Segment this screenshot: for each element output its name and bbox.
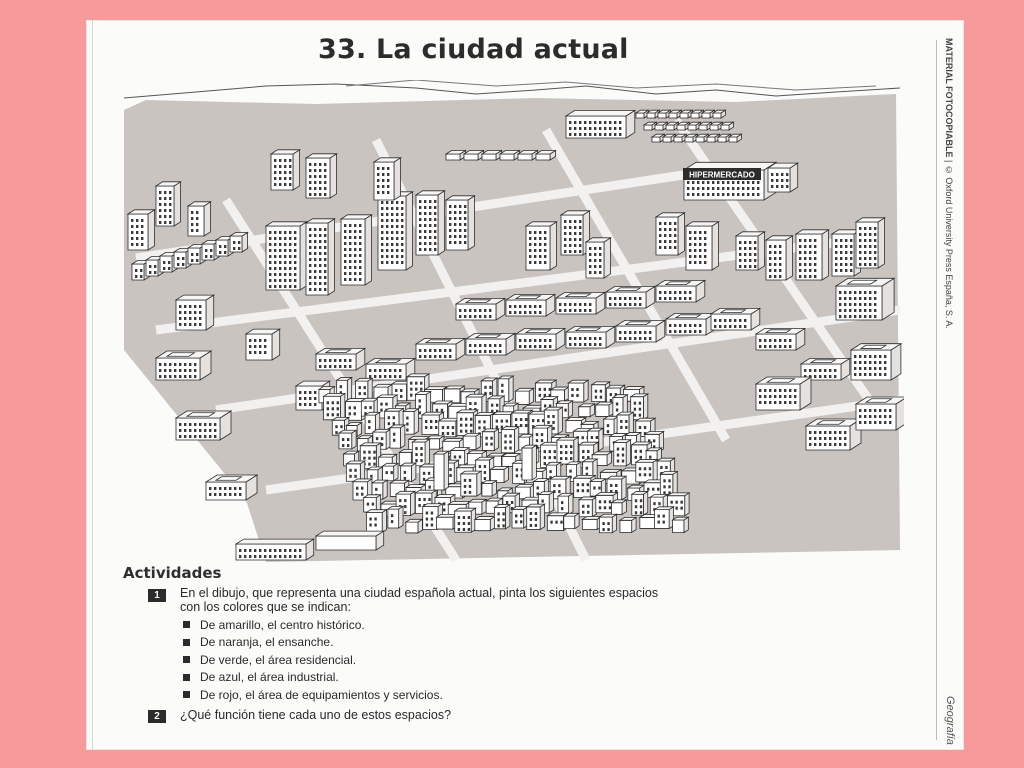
right-margin-rule bbox=[936, 40, 937, 740]
question-2-number: 2 bbox=[148, 710, 166, 723]
list-item bbox=[183, 686, 443, 704]
list-item bbox=[183, 616, 443, 634]
list-item-text: De naranja, el ensanche. bbox=[200, 635, 334, 650]
list-item bbox=[183, 651, 443, 669]
list-item-text: De amarillo, el centro histórico. bbox=[200, 617, 365, 632]
list-item bbox=[183, 669, 443, 687]
left-margin-rule bbox=[92, 20, 93, 750]
worksheet-page bbox=[86, 20, 964, 750]
hypermarket-label: HIPERMERCADO bbox=[689, 170, 755, 180]
activities-heading: Actividades bbox=[123, 564, 222, 582]
hypermarket-sign bbox=[683, 168, 761, 180]
bullet-square-icon bbox=[183, 674, 190, 681]
list-item bbox=[183, 634, 443, 652]
list-item-text: De verde, el área residencial. bbox=[200, 652, 357, 667]
page-title: 33. La ciudad actual bbox=[318, 34, 629, 65]
bullet-square-icon bbox=[183, 639, 190, 646]
copyright-rest: | © Oxford University Press España, S. A. bbox=[944, 157, 954, 329]
question-2-text: ¿Qué función tiene cada uno de estos espacios? bbox=[180, 708, 452, 722]
question-1-number: 1 bbox=[148, 589, 166, 602]
bullet-square-icon bbox=[183, 621, 190, 628]
question-1-text-line-2: con los colores que se indican: bbox=[180, 600, 351, 614]
list-item-text: De rojo, el área de equipamientos y servicios. bbox=[200, 687, 443, 702]
copyright-bold: MATERIAL FOTOCOPIABLE bbox=[944, 38, 954, 158]
question-1-text-line-1: En el dibujo, que representa una ciudad española actual, pinta los siguientes espacios bbox=[180, 586, 659, 600]
color-instructions-list bbox=[183, 616, 443, 704]
subject-mark: Geografía bbox=[944, 696, 956, 745]
copyright-note bbox=[944, 38, 954, 329]
bullet-square-icon bbox=[183, 691, 190, 698]
city-illustration bbox=[116, 80, 904, 564]
bullet-square-icon bbox=[183, 656, 190, 663]
list-item-text: De azul, el área industrial. bbox=[200, 670, 339, 685]
